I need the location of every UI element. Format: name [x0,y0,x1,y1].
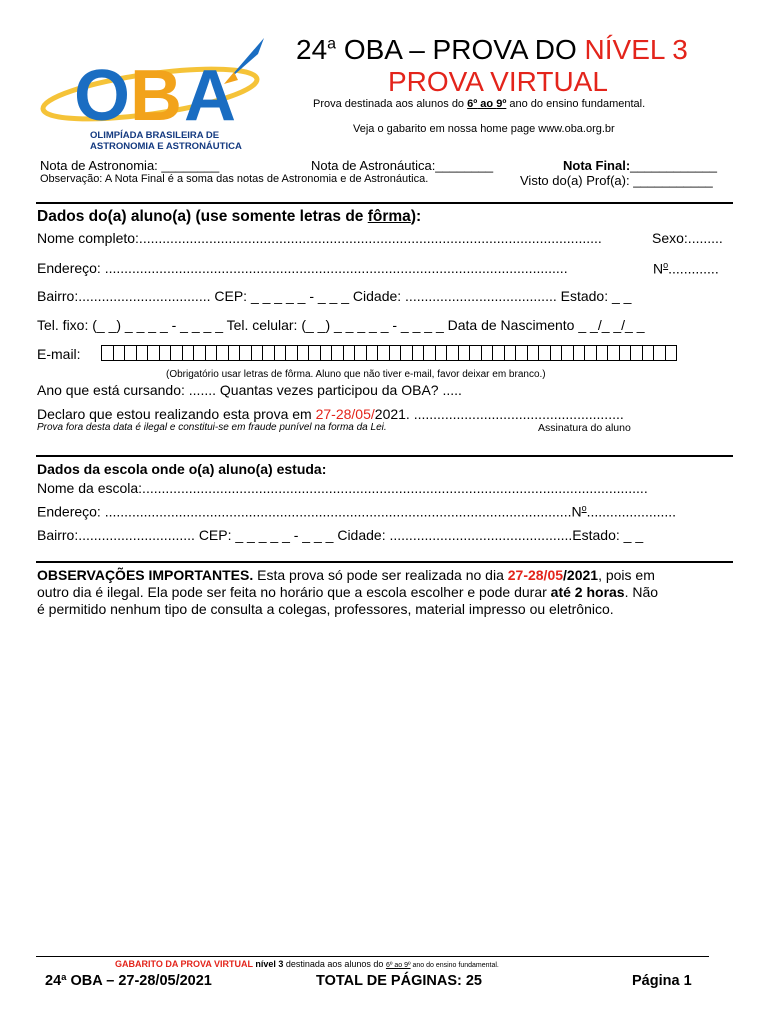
footer-gabarito [115,959,499,969]
dest-before: Prova destinada aos alunos do [313,98,468,110]
email-label: E-mail: [37,346,81,362]
title-text: OBA – PROVA DO [336,34,585,65]
email-input-grid[interactable] [101,345,676,361]
footer-edition: 24ª OBA – 27-28/05/2021 [45,973,212,989]
footer-grades: 6º ao 9º [385,962,411,969]
signature-label: Assinatura do aluno [538,422,631,434]
declaration [37,406,624,422]
notes-line-3: é permitido nenhum tipo de consulta a colegas, professores, material impresso ou eletrônico. [37,601,614,617]
number-label: N [653,260,664,277]
declare-year: 2021. ...................................................... [374,406,624,422]
notes-line1-text: Esta prova só pode ser realizada no dia [253,567,508,583]
svg-text:O: O [74,56,127,136]
student-phone-field[interactable]: Tel. fixo: (_ _) _ _ _ _ - _ _ _ _ Tel. celular: (_ _) _ _ _ _ _ - _ _ _ _ Data de Nascimento _ _/_ _/_ _ [37,317,645,333]
student-sex-field[interactable]: Sexo:......... [652,230,723,246]
notes-line2-pre: outro dia é ilegal. Ela pode ser feita no horário que a escola escolher e pode durar [37,584,551,600]
footer-level: nível 3 [252,959,284,969]
logo-line1: OLIMPÍADA BRASILEIRA DE [90,130,220,141]
divider [36,202,733,204]
divider [36,455,733,457]
footer-dest: destinada aos alunos do [283,959,386,969]
subtitle: PROVA VIRTUAL [388,66,608,97]
grade-observation: Observação: A Nota Final é a soma das notas de Astronomia e de Astronáutica. [40,173,429,185]
notes-line1-end: , pois em [598,567,655,583]
dest-after: ano do ensino fundamental. [506,98,646,110]
teacher-check[interactable]: Visto do(a) Prof(a): ___________ [520,173,713,188]
student-address-field[interactable]: Endereço: ....................................................................................................................... [37,260,568,276]
student-heading-post: ): [410,208,422,225]
student-heading-pre: Dados do(a) aluno(a) (use somente letras de [37,208,368,225]
student-name-field[interactable]: Nome completo:....................................................................................................................... [37,230,602,246]
year-question[interactable]: Ano que está cursando: ....... Quantas vezes participou da OBA? ..... [37,382,462,398]
notes-year: /2021 [563,567,599,583]
number-dots: ............. [668,260,719,277]
notes-label: OBSERVAÇÕES IMPORTANTES. [37,567,254,583]
student-number-field[interactable] [653,260,719,277]
notes-line-2 [37,584,658,600]
school-name-field[interactable]: Nome da escola:.................................................................................................................................. [37,480,648,496]
oba-logo [38,34,274,156]
title-number: 24 [296,34,328,65]
footer-total-pages: TOTAL DE PÁGINAS: 25 [316,973,482,989]
title-level: NÍVEL 3 [584,34,688,65]
declare-date: 27-28/05/ [315,406,375,422]
school-district-field[interactable]: Bairro:.............................. CEP: _ _ _ _ _ - _ _ _ Cidade: ...............................................Estado: _ _ [37,527,644,543]
logo-line2: ASTRONOMIA E ASTRONÁUTICA [90,141,242,152]
notes-date: 27-28/05 [507,567,564,583]
final-grade[interactable] [563,158,717,173]
grade-to: 9º [496,98,507,110]
school-address-text: Endereço: ........................................................................................................................N [37,503,582,520]
email-note: (Obrigatório usar letras de fôrma. Aluno que não tiver e-mail, favor deixar em branco.) [166,369,546,380]
declare-pre: Declaro que estou realizando esta prova em [37,406,316,422]
destination-note [313,98,645,110]
svg-text:B: B [130,56,178,136]
student-section-heading [37,208,421,226]
number-sup: o [663,260,669,270]
illegal-note: Prova fora desta data é ilegal e constitui-se em fraude punível na forma da Lei. [37,422,387,433]
final-grade-blank: ____________ [630,158,717,173]
school-number-sup: o [581,503,587,513]
notes-duration: até 2 horas [550,584,625,600]
school-address-field[interactable] [37,503,676,520]
student-district-field[interactable]: Bairro:.................................. CEP: _ _ _ _ _ - _ _ _ Cidade: ....................................... Estado: _ _ [37,288,632,304]
footer-page-number: Página 1 [632,973,692,989]
astronautics-grade[interactable]: Nota de Astronáutica:________ [311,158,494,173]
svg-text:A: A [184,56,232,136]
gabarito-note: Veja o gabarito em nossa home page www.oba.org.br [353,123,615,135]
divider [36,561,733,563]
final-grade-label: Nota Final: [563,158,631,173]
grade-from: 6º [467,98,478,110]
school-number-dots: ....................... [586,503,677,520]
school-section-heading: Dados da escola onde o(a) aluno(a) estuda: [37,461,327,477]
title-sup: a [327,35,337,53]
grade-and: ao [477,98,497,110]
astronomy-grade[interactable]: Nota de Astronomia: ________ [40,158,220,173]
footer-gabarito-title: GABARITO DA PROVA VIRTUAL [115,959,253,969]
notes-line2-end: . Não [624,584,659,600]
page-title [296,34,688,66]
footer-rule [36,956,709,957]
footer-dest-after: ano do ensino fundamental. [410,962,499,969]
student-heading-word: fôrma [367,208,411,225]
notes-line-1 [37,567,655,583]
